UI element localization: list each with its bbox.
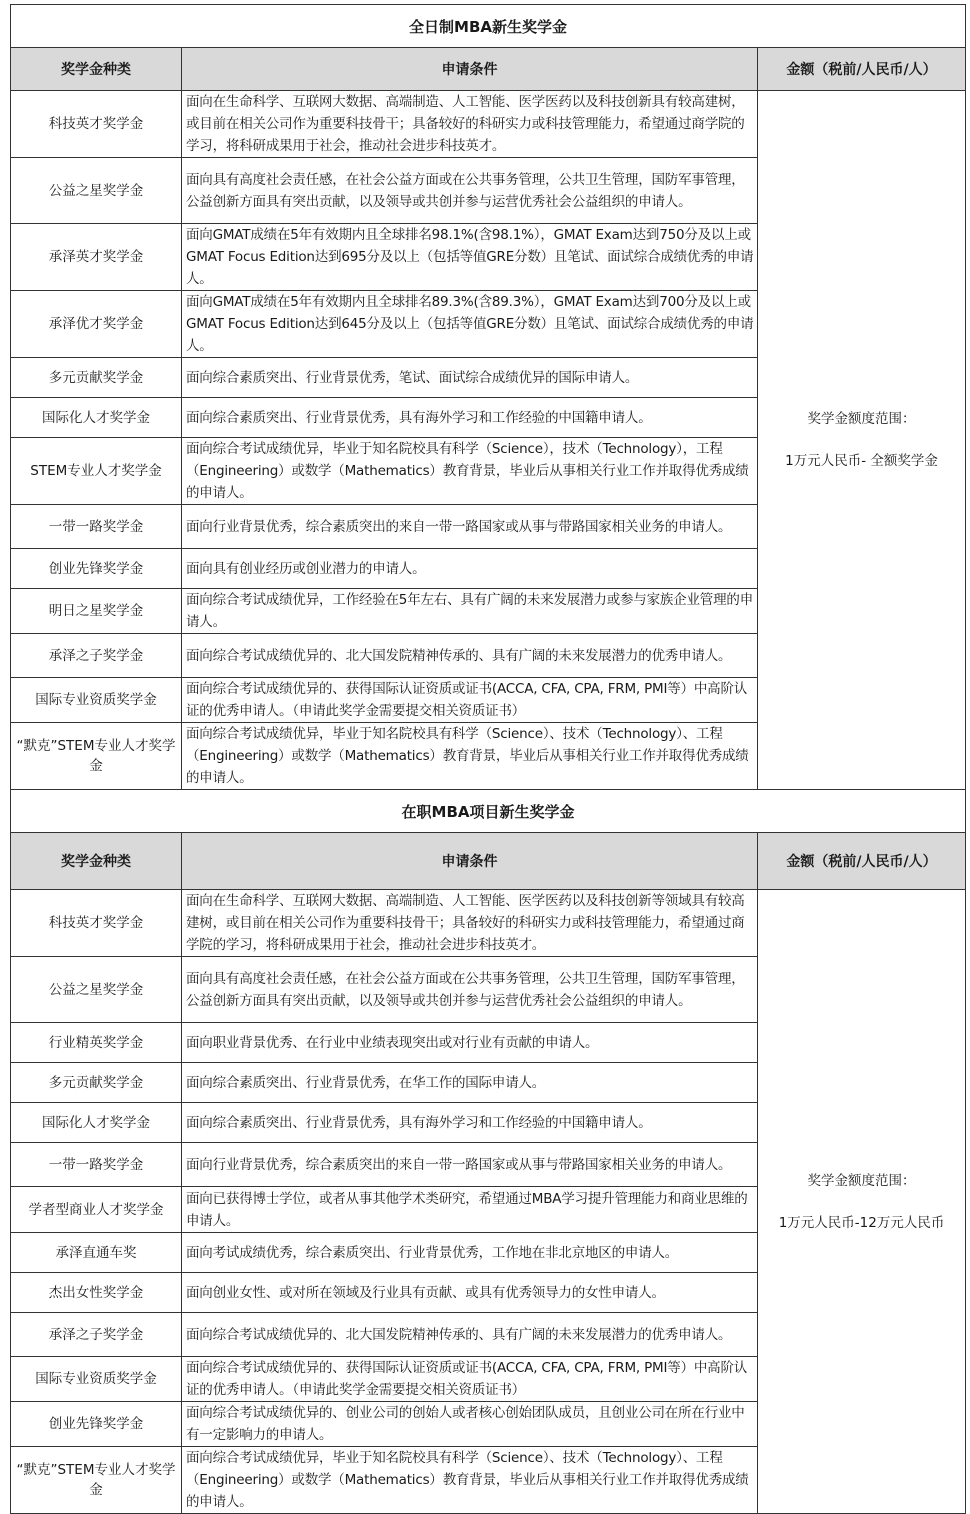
scholarship-name: 行业精英奖学金 — [11, 1023, 182, 1063]
scholarship-name: 明日之星奖学金 — [11, 589, 182, 634]
scholarship-name: 国际化人才奖学金 — [11, 1103, 182, 1143]
fulltime-rows — [11, 91, 966, 790]
scholarship-tables — [10, 4, 965, 1514]
scholarship-condition: 面向综合素质突出、行业背景优秀，笔试、面试综合成绩优异的国际申请人。 — [182, 358, 758, 398]
scholarship-condition: 面向综合考试成绩优异的、创业公司的创始人或者核心创始团队成员，且创业公司在所在行业中有一定影响力的申请人。 — [182, 1402, 758, 1447]
amount-range-label: 奖学金额度范围： — [807, 1172, 916, 1189]
parttime-header-row — [11, 833, 966, 890]
amount-range-cell — [758, 91, 966, 790]
scholarship-condition: 面向综合素质突出、行业背景优秀，具有海外学习和工作经验的中国籍申请人。 — [182, 1103, 758, 1143]
scholarship-condition: 面向职业背景优秀、在行业中业绩表现突出或对行业有贡献的申请人。 — [182, 1023, 758, 1063]
scholarship-name: 创业先锋奖学金 — [11, 549, 182, 589]
scholarship-name: 多元贡献奖学金 — [11, 358, 182, 398]
scholarship-name: 国际化人才奖学金 — [11, 398, 182, 438]
scholarship-condition: 面向具有创业经历或创业潜力的申请人。 — [182, 549, 758, 589]
scholarship-name: “默克”STEM专业人才奖学金 — [11, 723, 182, 790]
parttime-rows — [11, 890, 966, 1514]
header-amount: 金额（税前/人民币/人） — [758, 48, 966, 91]
scholarship-name: 多元贡献奖学金 — [11, 1063, 182, 1103]
scholarship-name: 承泽优才奖学金 — [11, 291, 182, 358]
amount-range-value: 1万元人民币-12万元人民币 — [778, 1214, 945, 1231]
scholarship-condition: 面向综合考试成绩优异的、北大国发院精神传承的、具有广阔的未来发展潜力的优秀申请人。 — [182, 634, 758, 678]
scholarship-condition: 面向综合考试成绩优异的、北大国发院精神传承的、具有广阔的未来发展潜力的优秀申请人。 — [182, 1313, 758, 1357]
scholarship-name: STEM专业人才奖学金 — [11, 438, 182, 505]
fulltime-mba-title: 全日制MBA新生奖学金 — [11, 5, 966, 48]
scholarship-condition: 面向综合考试成绩优异，毕业于知名院校具有科学（Science），技术（Technology），工程（Engineering）或数学（Mathematics）教育背景，毕业后从事相关行业工作并取得优秀成绩的申请人。 — [182, 438, 758, 505]
scholarship-name: 科技英才奖学金 — [11, 91, 182, 158]
header-scholarship-type: 奖学金种类 — [11, 833, 182, 890]
scholarship-condition: 面向行业背景优秀，综合素质突出的来自一带一路国家或从事与带路国家相关业务的申请人。 — [182, 505, 758, 549]
table-row — [11, 890, 966, 957]
parttime-mba-title: 在职MBA项目新生奖学金 — [11, 790, 966, 833]
scholarship-name: 承泽英才奖学金 — [11, 224, 182, 291]
scholarship-condition: 面向已获得博士学位，或者从事其他学术类研究，希望通过MBA学习提升管理能力和商业思维的申请人。 — [182, 1187, 758, 1233]
table-row — [11, 91, 966, 158]
scholarship-name: 一带一路奖学金 — [11, 505, 182, 549]
scholarship-name: 一带一路奖学金 — [11, 1143, 182, 1187]
scholarship-condition: 面向综合素质突出、行业背景优秀，在华工作的国际申请人。 — [182, 1063, 758, 1103]
scholarship-name: 国际专业资质奖学金 — [11, 1357, 182, 1402]
scholarship-name: 科技英才奖学金 — [11, 890, 182, 957]
scholarship-name: 杰出女性奖学金 — [11, 1273, 182, 1313]
scholarship-condition: 面向综合考试成绩优异，工作经验在5年左右、具有广阔的未来发展潜力或参与家族企业管理的申请人。 — [182, 589, 758, 634]
header-condition: 申请条件 — [182, 833, 758, 890]
scholarship-name: 国际专业资质奖学金 — [11, 678, 182, 723]
fulltime-header-row — [11, 48, 966, 91]
scholarship-condition: 面向综合考试成绩优异的、获得国际认证资质或证书(ACCA, CFA, CPA, FRM, PMI等）中高阶认证的优秀申请人。（申请此奖学金需要提交相关资质证书） — [182, 678, 758, 723]
scholarship-name: 创业先锋奖学金 — [11, 1402, 182, 1447]
scholarship-condition: 面向综合考试成绩优异，毕业于知名院校具有科学（Science）、技术（Technology）、工程（Engineering）或数学（Mathematics）教育背景，毕业后从事相关行业工作并取得优秀成绩的申请人。 — [182, 723, 758, 790]
scholarship-condition: 面向综合素质突出、行业背景优秀，具有海外学习和工作经验的中国籍申请人。 — [182, 398, 758, 438]
header-condition: 申请条件 — [182, 48, 758, 91]
scholarship-name: 承泽直通车奖 — [11, 1233, 182, 1273]
scholarship-condition: 面向GMAT成绩在5年有效期内且全球排名98.1%(含98.1%），GMAT Exam达到750分及以上或GMAT Focus Edition达到695分及以上（包括等值GRE分数）且笔试、面试综合成绩优秀的申请人。 — [182, 224, 758, 291]
scholarship-name: 公益之星奖学金 — [11, 158, 182, 224]
header-amount: 金额（税前/人民币/人） — [758, 833, 966, 890]
scholarship-condition: 面向综合考试成绩优异，毕业于知名院校具有科学（Science）、技术（Technology）、工程（Engineering）或数学（Mathematics）教育背景，毕业后从事相关行业工作并取得优秀成绩的申请人。 — [182, 1447, 758, 1514]
scholarship-condition: 面向创业女性、或对所在领域及行业具有贡献、或具有优秀领导力的女性申请人。 — [182, 1273, 758, 1313]
scholarship-name: 学者型商业人才奖学金 — [11, 1187, 182, 1233]
scholarship-name: “默克”STEM专业人才奖学金 — [11, 1447, 182, 1514]
fulltime-mba-table — [10, 4, 966, 790]
scholarship-condition: 面向考试成绩优秀，综合素质突出、行业背景优秀，工作地在非北京地区的申请人。 — [182, 1233, 758, 1273]
scholarship-condition: 面向具有高度社会责任感，在社会公益方面或在公共事务管理，公共卫生管理，国防军事管理，公益创新方面具有突出贡献，以及领导或共创并参与运营优秀社会公益组织的申请人。 — [182, 957, 758, 1023]
scholarship-name: 公益之星奖学金 — [11, 957, 182, 1023]
amount-range-cell — [758, 890, 966, 1514]
scholarship-name: 承泽之子奖学金 — [11, 634, 182, 678]
amount-range-label: 奖学金额度范围： — [807, 411, 916, 427]
amount-range-value: 1万元人民币- 全额奖学金 — [785, 453, 938, 469]
header-scholarship-type: 奖学金种类 — [11, 48, 182, 91]
scholarship-name: 承泽之子奖学金 — [11, 1313, 182, 1357]
scholarship-condition: 面向GMAT成绩在5年有效期内且全球排名89.3%(含89.3%），GMAT Exam达到700分及以上或GMAT Focus Edition达到645分及以上（包括等值GRE分数）且笔试、面试综合成绩优秀的申请人。 — [182, 291, 758, 358]
scholarship-condition: 面向综合考试成绩优异的、获得国际认证资质或证书(ACCA, CFA, CPA, FRM, PMI等）中高阶认证的优秀申请人。（申请此奖学金需要提交相关资质证书） — [182, 1357, 758, 1402]
parttime-mba-table — [10, 789, 966, 1514]
scholarship-condition: 面向行业背景优秀，综合素质突出的来自一带一路国家或从事与带路国家相关业务的申请人。 — [182, 1143, 758, 1187]
scholarship-condition: 面向具有高度社会责任感，在社会公益方面或在公共事务管理，公共卫生管理，国防军事管理，公益创新方面具有突出贡献，以及领导或共创并参与运营优秀社会公益组织的申请人。 — [182, 158, 758, 224]
scholarship-condition: 面向在生命科学、互联网大数据、高端制造、人工智能、医学医药以及科技创新具有较高建树，或目前在相关公司作为重要科技骨干；具备较好的科研实力或科技管理能力，希望通过商学院的学习，将科研成果用于社会，推动社会进步科技英才。 — [182, 91, 758, 158]
scholarship-condition: 面向在生命科学、互联网大数据、高端制造、人工智能、医学医药以及科技创新等领域具有较高建树，或目前在相关公司作为重要科技骨干；具备较好的科研实力或科技管理能力，希望通过商学院的学习，将科研成果用于社会，推动社会进步科技英才。 — [182, 890, 758, 957]
